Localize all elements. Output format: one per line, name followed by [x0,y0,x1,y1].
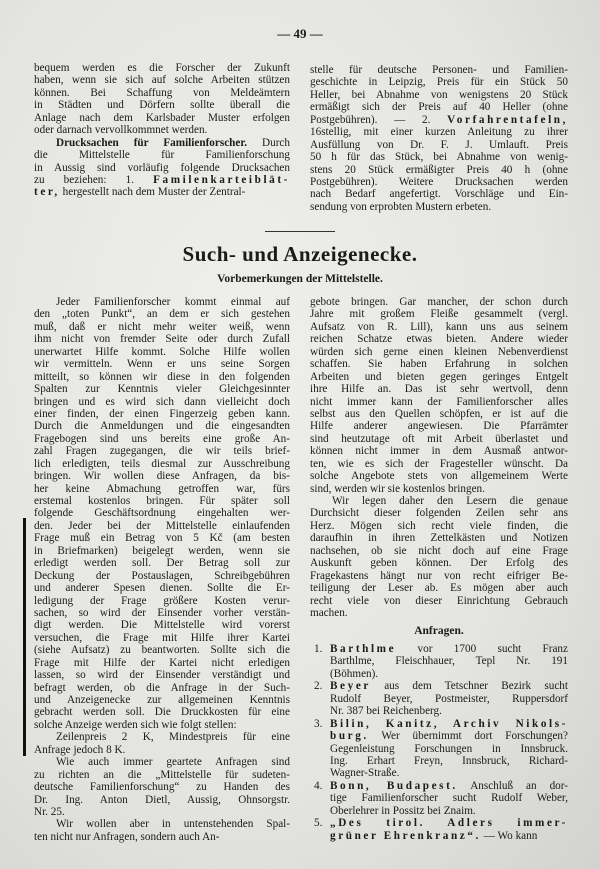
text-line: ihre Hilfe an. Das ist sehr wertvoll, denn [310,383,568,396]
text-line: Durchsicht dieser folgenden Zeilen sehr ans [310,507,568,520]
text-line: her keine Abmachung getroffen war, fürs [34,482,290,495]
text-line: stens 20 Stück ermäßigter Preis 40 h (ohne [310,163,568,176]
text-line: nach Bedarf angefertigt. Vorschläge und Ein- [310,188,568,201]
text-line [330,817,568,829]
emphasized-text: Bonn, Budapest. [330,779,458,792]
text-line: erledigt werden soll. Der Betrag soll zur [34,557,290,570]
text-line: und anderer Spesen dienen. Sollte die Er- [34,582,290,595]
emphasized-text: ter, [34,186,60,199]
text-segment: vor 1700 sucht Franz [396,643,568,655]
text-segment: aus dem Tetschner Bezirk sucht [370,680,568,693]
text-line: machen. [310,606,348,619]
item-text [330,780,568,817]
emphasized-text: Familenkarteiblät- [153,173,290,186]
text-line: stelle für deutsche Personen- und Familien- [310,64,568,76]
text-segment: zu beziehen: 1. [34,173,154,186]
text-line [34,137,290,149]
text-line: Frage muß ein Betrag von 5 Kč (am besten [34,532,290,545]
text-line: Aufsatz von R. Lill), kann uns aus seinem [310,320,568,333]
text-line: lassen, so wird der Einsender verständigt und [34,669,290,682]
text-line [310,114,568,126]
text-segment: — Wo kann [480,829,538,842]
text-line: Nr. 25. [34,805,65,818]
text-line: einer finden, der einen Fingerzeig geben kann. [34,407,290,420]
text-line: (Böhmen). [330,667,379,680]
text-line: den. Jeder bei der Mittelstelle einlaufenden [34,519,290,532]
text-line: ten nicht nur Anfragen, sondern auch An- [34,830,220,843]
text-line: nachsehen, ob sie nicht doch auf eine Frage [310,544,568,557]
text-line: Jeder Familienforscher kommt einmal auf [56,296,290,308]
top-right-column [310,64,568,213]
text-line [34,174,290,186]
anfrage-item [314,680,568,717]
text-line: ledigung der Frage größere Kosten verur- [34,594,290,607]
text-line: ihm nicht von fremder Seite oder durch Zufall [34,333,290,346]
text-line: Durch die Anmeldungen und die eingesandten [34,420,290,433]
paragraph [34,137,290,199]
text-line: tige Familienforscher sucht Rudolf Weber, [330,792,568,805]
text-line: Herz. Mögen sich recht viele finden, die [310,519,568,532]
anfrage-item [314,643,568,680]
text-line: digt werden. Die Mittelstelle wird vorerst [34,619,290,632]
text-line [330,830,568,842]
text-line: reichen Schatze etwas bieten. Andere wieder [310,333,568,346]
text-line: Ausfüllung von Dr. F. J. Umlauft. Preis [310,138,568,151]
text-line: in Briefmarken) beigelegt werden, wenn sie [34,544,290,557]
text-line: schaffen. Sie haben Erfahrung in solchen [310,358,568,371]
emphasized-text: Vorfahrentafeln, [447,113,568,126]
text-line: Anlage nach dem Karlsbader Muster erfolgen [34,111,290,124]
paragraph [310,296,568,495]
emphasized-text: Drucksachen für Familienforscher. [56,136,248,149]
text-line: haben, wenn sie sich auf solche Arbeiten stützen [34,74,290,87]
item-text [330,817,568,842]
item-number: 5. [314,817,323,830]
text-line: sachen, so wird der Einsender vorher verstän- [34,606,290,619]
text-line: deutsche Familienforschung“ zu Handen des [34,781,290,794]
item-text [330,643,568,680]
text-line: recht viele von dieser Einrichtung Gebrauch [310,594,568,607]
text-line [330,643,568,655]
text-line: folgende Geschäftsordnung eingehalten wer- [34,507,290,520]
paragraph [310,495,568,619]
text-line: Wagner-Straße. [330,767,400,780]
text-line: Wir wollen aber in untenstehenden Spal- [56,818,290,831]
text-line: zahl Fragen zugegangen, die wir teils brief- [34,445,290,458]
text-line: und Anzeigenecke zur allgemeinen Kenntnis [34,694,290,706]
item-text [330,718,568,780]
text-line: muß, daß er nicht mehr weiter weiß, wenn [34,320,290,333]
text-line: den „toten Punkt“, an dem er sich gestehen [34,308,290,321]
paragraph [34,296,290,731]
text-line: Auskunft geben können. Der Erfolg des [310,557,568,570]
text-line: Barthlme, Fleischhauer, Tepl Nr. 191 [330,655,568,668]
text-line: Fragebogen sind uns bereits eine große An- [34,432,290,445]
text-line: Hilfe anderer angewiesen. Die Pfarrämter [310,420,568,433]
text-line: Frage mit Hilfe der Kartei nicht erledigen [34,656,290,669]
text-line: zu richten an die „Mittelstelle für sudeten- [34,768,290,781]
text-line: erstemal kostenlos bringen. Für später soll [34,495,290,507]
text-line: bringen. Wir wollen diese Anfragen, da bis- [34,470,290,483]
text-line: geschichte in Leipzig, Preis für ein Stück 50 [310,76,568,89]
text-line: Wie auch immer geartete Anfragen sind [56,756,290,769]
text-line [330,718,568,730]
text-line: in Städten und Dörfern sollte überall die [34,99,290,112]
text-line: sendung von erprobten Mustern erbeten. [310,200,492,213]
page-number: — 49 — [277,26,323,41]
section-divider [265,231,335,232]
item-number: 1. [314,643,323,655]
text-line: daraufhin in ihren Zettelkästen und Notizen [310,532,568,545]
text-line: 16stellig, mit einer kurzen Anleitung zu ihrer [310,126,568,139]
text-line: (siehe Aufsatz) zu beantworten. Sollte sich die [34,644,290,657]
text-segment: hergestellt nach dem Muster der Zentral- [59,186,246,199]
text-line: wir vermitteln. Wenn er uns seine Sorgen [34,358,290,371]
text-line: in Aussig sind vorläufig folgende Drucksachen [34,161,290,174]
top-left-column [34,62,290,199]
text-line: Ing. Erhart Freyn, Innsbruck, Richard- [330,754,568,767]
paragraph [34,62,290,137]
text-line: bequem werden es die Forscher der Zukunft [34,62,290,74]
text-line: Rudolf Beyer, Postmeister, Ruppersdorf [330,692,568,705]
text-line: sind heutzutage oft mit Arbeit überlastet und [310,432,568,445]
text-line: Spalten zur Kenntnis vieler Gleichgesinnter [34,383,290,396]
paragraph [310,64,568,213]
text-line: gebracht werden soll. Die Druckkosten für eine [34,706,290,719]
text-line: 50 h für das Stück, bei Abnahme von wenig- [310,151,568,164]
anfragen-heading: Anfragen. [414,625,464,637]
text-line: ten, wie es sich der Fragesteller wünscht. Da [310,457,568,470]
text-line: Gegenleistung Forschungen in Innsbruck. [330,742,568,755]
text-line: die Mittelstelle für Familienforschung [34,149,290,162]
paragraph [34,756,290,818]
section-title: Such- und Anzeigenecke. [182,242,418,266]
emphasized-text: burg. [330,730,369,743]
anfrage-item [314,817,568,842]
text-line: können nicht immer in dem Ausmaß antwor- [310,445,568,458]
text-line: Heller, bei Abnahme von wenigstens 20 Stück [310,88,568,101]
text-line: nicht immer kann der Familienforscher alles [310,395,568,408]
text-line: Anfrage jedoch 8 K. [34,743,126,756]
body-left-column [34,296,290,843]
text-line: versuchen, die Frage mit Hilfe ihrer Kartei [34,631,290,644]
text-line: oder darnach vervollkommnet werden. [34,124,208,137]
text-segment: Postgebühren). — 2. [310,113,448,126]
text-line: solche Angebote stets von allgemeinem Werte [310,470,568,483]
anfrage-item [314,780,568,817]
text-segment: Anschluß an dor- [457,779,568,792]
text-line: Wir legen daher den Lesern die genaue [332,495,568,507]
text-line: Deckung der Postauslagen, Schreibgebühren [34,569,290,582]
anfragen-list [314,643,568,842]
paragraph [34,731,290,756]
anfrage-item [314,718,568,780]
text-line: Oberlehrer in Possitz bei Znaim. [330,804,476,817]
text-line: selbst aus den Quellen schöpfen, er ist auf die [310,407,568,420]
text-line [34,186,290,198]
text-line: Postgebühren). Weitere Drucksachen werden [310,175,568,188]
text-line: lich erledigten, teils diesmal zur Ausschreibung [34,457,290,470]
text-line: würden sich gerne einen kleinen Nebenverdienst [310,345,568,358]
text-line: Arbeiten und bieten gegen geringes Entgelt [310,370,568,383]
emphasized-text: Beyer [330,680,371,693]
text-line: solche Anzeige werden sich wie folgt stellen: [34,718,237,731]
text-line [330,730,568,742]
text-line: Nr. 387 bei Reichenberg. [330,705,442,718]
item-text [330,680,568,717]
emphasized-text: Barthlme [330,643,397,655]
text-line [330,780,568,792]
text-line: Dr. Ing. Anton Dietl, Aussig, Ohnsorgstr. [34,793,290,806]
text-line: Zeilenpreis 2 K, Mindestpreis für eine [56,731,290,744]
body-right-column [310,296,568,619]
section-subtitle: Vorbemerkungen der Mittelstelle. [217,273,383,285]
emphasized-text: „Des tirol. Adlers immer- [330,817,568,830]
emphasized-text: grüner Ehrenkranz“. [330,829,481,842]
paragraph [34,818,290,843]
item-number: 2. [314,680,323,693]
text-line: sind, werden wir sie kostenlos bringen. [310,482,485,495]
text-line: ermäßigt sich der Preis auf 40 Heller (ohne [310,101,568,114]
text-line: unerwartet Hilfe kommt. Solche Hilfe wollen [34,345,290,358]
item-number: 3. [314,717,323,730]
emphasized-text: Bilin, Kanitz, Archiv Nikols- [330,717,568,730]
text-line: bringen und es wird sich dann vielleicht doch [34,395,290,408]
text-line [330,680,568,692]
text-line: teiligung der Leser ab. Es mögen aber auch [310,582,568,595]
text-line: Jahre mit großem Fleiße gesammelt (vergl. [310,308,568,321]
item-number: 4. [314,779,323,792]
text-line: Fragekastens hängt nur von recht eifriger Be- [310,569,568,582]
text-line: befragt werden, ob die Anfrage in der Such- [34,681,290,694]
text-line: mitteilt, so können wir diese in den folgenden [34,370,290,383]
text-segment: Durch [247,136,290,149]
text-line: können. Bei Schaffung von Meldeämtern [34,86,290,99]
margin-bar [23,518,26,756]
text-line: gebote bringen. Gar mancher, der schon durch [310,296,568,308]
text-segment: Wer übernimmt dort Forschungen? [368,730,568,743]
